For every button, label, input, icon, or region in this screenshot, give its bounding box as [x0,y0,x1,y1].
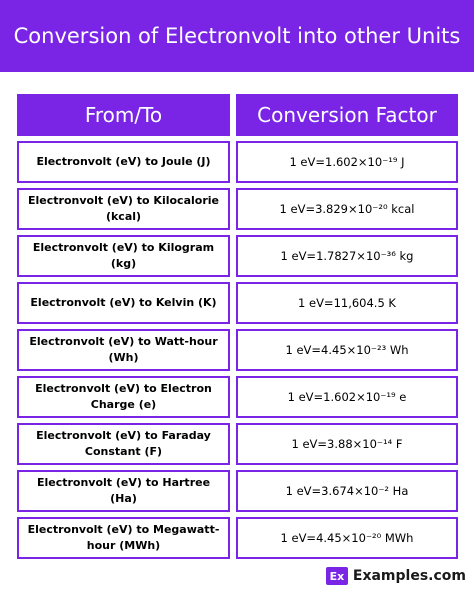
row-from-label: Electronvolt (eV) to Megawatt-hour (MWh) [17,517,230,559]
table-row [17,235,458,277]
table-row [17,141,458,183]
column-header-from-to: From/To [17,94,230,136]
table-header-row [17,94,458,136]
table-row [17,423,458,465]
row-conversion-factor: 1 eV=11,604.5 K [236,282,458,324]
row-conversion-factor: 1 eV=1.602×10⁻¹⁹ e [236,376,458,418]
row-conversion-factor: 1 eV=3.674×10⁻² Ha [236,470,458,512]
row-conversion-factor: 1 eV=1.7827×10⁻³⁶ kg [236,235,458,277]
table-row [17,282,458,324]
row-conversion-factor: 1 eV=4.45×10⁻²⁰ MWh [236,517,458,559]
table-row [17,517,458,559]
row-from-label: Electronvolt (eV) to Hartree (Ha) [17,470,230,512]
table-row [17,329,458,371]
table-row [17,470,458,512]
brand-mark-icon: Ex [326,567,348,585]
row-conversion-factor: 1 eV=4.45×10⁻²³ Wh [236,329,458,371]
brand-logo [326,566,466,586]
row-from-label: Electronvolt (eV) to Kilocalorie (kcal) [17,188,230,230]
conversion-table [17,94,458,564]
row-from-label: Electronvolt (eV) to Electron Charge (e) [17,376,230,418]
row-from-label: Electronvolt (eV) to Kelvin (K) [17,282,230,324]
brand-name: Examples.com [352,568,466,584]
row-conversion-factor: 1 eV=1.602×10⁻¹⁹ J [236,141,458,183]
row-from-label: Electronvolt (eV) to Faraday Constant (F) [17,423,230,465]
table-row [17,376,458,418]
table-row [17,188,458,230]
row-from-label: Electronvolt (eV) to Kilogram (kg) [17,235,230,277]
title-banner [0,0,474,72]
row-conversion-factor: 1 eV=3.88×10⁻¹⁴ F [236,423,458,465]
row-from-label: Electronvolt (eV) to Watt-hour (Wh) [17,329,230,371]
row-conversion-factor: 1 eV=3.829×10⁻²⁰ kcal [236,188,458,230]
column-header-conversion-factor: Conversion Factor [236,94,458,136]
page-title: Conversion of Electronvolt into other Units [13,24,461,48]
row-from-label: Electronvolt (eV) to Joule (J) [17,141,230,183]
